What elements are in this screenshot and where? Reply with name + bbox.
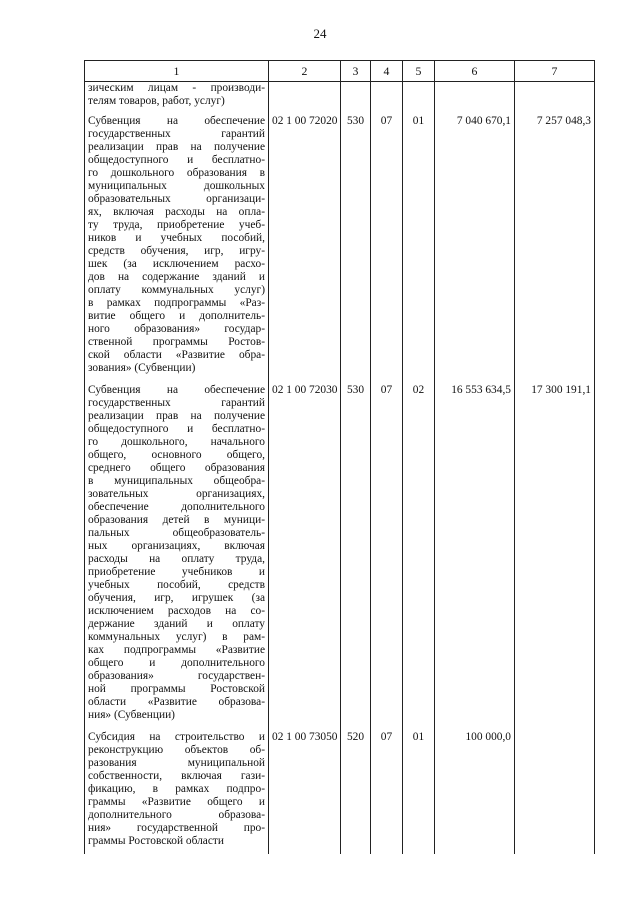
column-header: 7: [515, 61, 595, 82]
cell-section: 07: [371, 381, 403, 728]
item-name-line: общего, основного общего,: [88, 449, 265, 461]
item-name-line: реализации прав на получение: [88, 141, 265, 153]
item-name-line: приобретение учебников и: [88, 566, 265, 578]
item-name-line: фикацию, в рамках подпро-: [88, 783, 265, 795]
item-name-line: реализации прав на получение: [88, 410, 265, 422]
item-name-line: общедоступного и бесплатно-: [88, 154, 265, 166]
item-name-line: обеспечение дополнительного: [88, 501, 265, 513]
item-name-line: Субсидия на строительство и: [88, 731, 265, 743]
item-name-line: Субвенция на обеспечение: [88, 115, 265, 127]
cell-expense-type: 530: [341, 381, 371, 728]
item-name-line: ной программы Ростовской: [88, 683, 265, 695]
item-name-line: реконструкцию объектов об-: [88, 744, 265, 756]
cell-item-name: [85, 82, 269, 113]
page-number: 24: [313, 26, 327, 41]
cell-amount-year1: 100 000,0: [435, 728, 515, 854]
item-name-line: ников и учебных пособий,: [88, 232, 265, 244]
cell-amount-year2: 7 257 048,3: [515, 112, 595, 381]
cell-expense-type: [341, 82, 371, 113]
item-name-line: витие общего и дополнитель-: [88, 310, 265, 322]
cell-section: 07: [371, 728, 403, 854]
budget-table: [84, 60, 595, 854]
item-name-line: ственной программы Ростов-: [88, 336, 265, 348]
cell-amount-year1: 16 553 634,5: [435, 381, 515, 728]
cell-item-name: [85, 728, 269, 854]
item-name-line: телям товаров, работ, услуг): [88, 95, 225, 107]
item-name-line: ного образования» государ-: [88, 323, 265, 335]
table-row: [85, 82, 595, 113]
column-header: 3: [341, 61, 371, 82]
item-name-line: расходы на оплату труда,: [88, 553, 265, 565]
table-header-row: [85, 61, 595, 82]
item-name-line: Субвенция на обеспечение: [88, 384, 265, 396]
table-row: [85, 112, 595, 381]
cell-expense-type: 530: [341, 112, 371, 381]
item-name-line: оплату коммунальных услуг): [88, 284, 265, 296]
table-row: [85, 381, 595, 728]
item-name-line: исключением расходов на со-: [88, 605, 265, 617]
column-header: 2: [269, 61, 341, 82]
item-name-line: шек (за исключением расхо-: [88, 258, 265, 270]
item-name-line: в муниципальных общеобра-: [88, 475, 265, 487]
item-name-line: пальных общеобразователь-: [88, 527, 265, 539]
cell-item-name: [85, 112, 269, 381]
item-name-line: общедоступного и бесплатно-: [88, 423, 265, 435]
cell-section: [371, 82, 403, 113]
cell-target-code: 02 1 00 73050: [269, 728, 341, 854]
cell-target-code: 02 1 00 72020: [269, 112, 341, 381]
cell-amount-year2: [515, 728, 595, 854]
item-name-line: муниципальных дошкольных: [88, 180, 265, 192]
item-name-line: образования детей в муници-: [88, 514, 265, 526]
item-name-line: государственных гарантий: [88, 397, 265, 409]
cell-section: 07: [371, 112, 403, 381]
item-name-line: образования» государствен-: [88, 670, 265, 682]
item-name-line: дов на содержание зданий и: [88, 271, 265, 283]
item-name-line: зования» (Субвенции): [88, 362, 196, 374]
item-name-line: в рамках подпрограммы «Раз-: [88, 297, 265, 309]
item-name-line: области «Развитие образова-: [88, 696, 265, 708]
cell-amount-year2: 17 300 191,1: [515, 381, 595, 728]
item-name-line: ской области «Развитие обра-: [88, 349, 265, 361]
cell-amount-year2: [515, 82, 595, 113]
cell-target-code: 02 1 00 72030: [269, 381, 341, 728]
item-name-line: зовательных организациях,: [88, 488, 265, 500]
item-name-line: зическим лицам - производи-: [88, 82, 265, 94]
cell-subsection: 02: [403, 381, 435, 728]
item-name-line: разования муниципальной: [88, 757, 265, 769]
column-header: 1: [85, 61, 269, 82]
item-name-line: граммы Ростовской области: [88, 835, 224, 847]
item-name-line: ных организациях, включая: [88, 540, 265, 552]
item-name-line: граммы «Развитие общего и: [88, 796, 265, 808]
item-name-line: ках подпрограммы «Развитие: [88, 644, 265, 656]
cell-subsection: [403, 82, 435, 113]
cell-amount-year1: [435, 82, 515, 113]
cell-item-name: [85, 381, 269, 728]
item-name-line: средств обучения, игр, игру-: [88, 245, 265, 257]
item-name-line: го дошкольного образования в: [88, 167, 265, 179]
item-name-line: образовательных организаци-: [88, 193, 265, 205]
item-name-line: государственных гарантий: [88, 128, 265, 140]
item-name-line: го дошкольного, начального: [88, 436, 265, 448]
item-name-line: общего и дополнительного: [88, 657, 265, 669]
column-header: 6: [435, 61, 515, 82]
item-name-line: ния» государственной про-: [88, 822, 265, 834]
item-name-line: учебных пособий, средств: [88, 579, 265, 591]
column-header: 4: [371, 61, 403, 82]
item-name-line: коммунальных услуг) в рам-: [88, 631, 265, 643]
table-row: [85, 728, 595, 854]
item-name-line: собственности, включая гази-: [88, 770, 265, 782]
item-name-line: держание зданий и оплату: [88, 618, 265, 630]
item-name-line: обучения, игр, игрушек (за: [88, 592, 265, 604]
item-name-line: ния» (Субвенции): [88, 709, 175, 721]
item-name-line: ях, включая расходы на опла-: [88, 206, 265, 218]
cell-amount-year1: 7 040 670,1: [435, 112, 515, 381]
item-name-line: среднего общего образования: [88, 462, 265, 474]
cell-target-code: [269, 82, 341, 113]
cell-subsection: 01: [403, 112, 435, 381]
column-header: 5: [403, 61, 435, 82]
cell-subsection: 01: [403, 728, 435, 854]
item-name-line: ту труда, приобретение учеб-: [88, 219, 265, 231]
item-name-line: дополнительного образова-: [88, 809, 265, 821]
cell-expense-type: 520: [341, 728, 371, 854]
